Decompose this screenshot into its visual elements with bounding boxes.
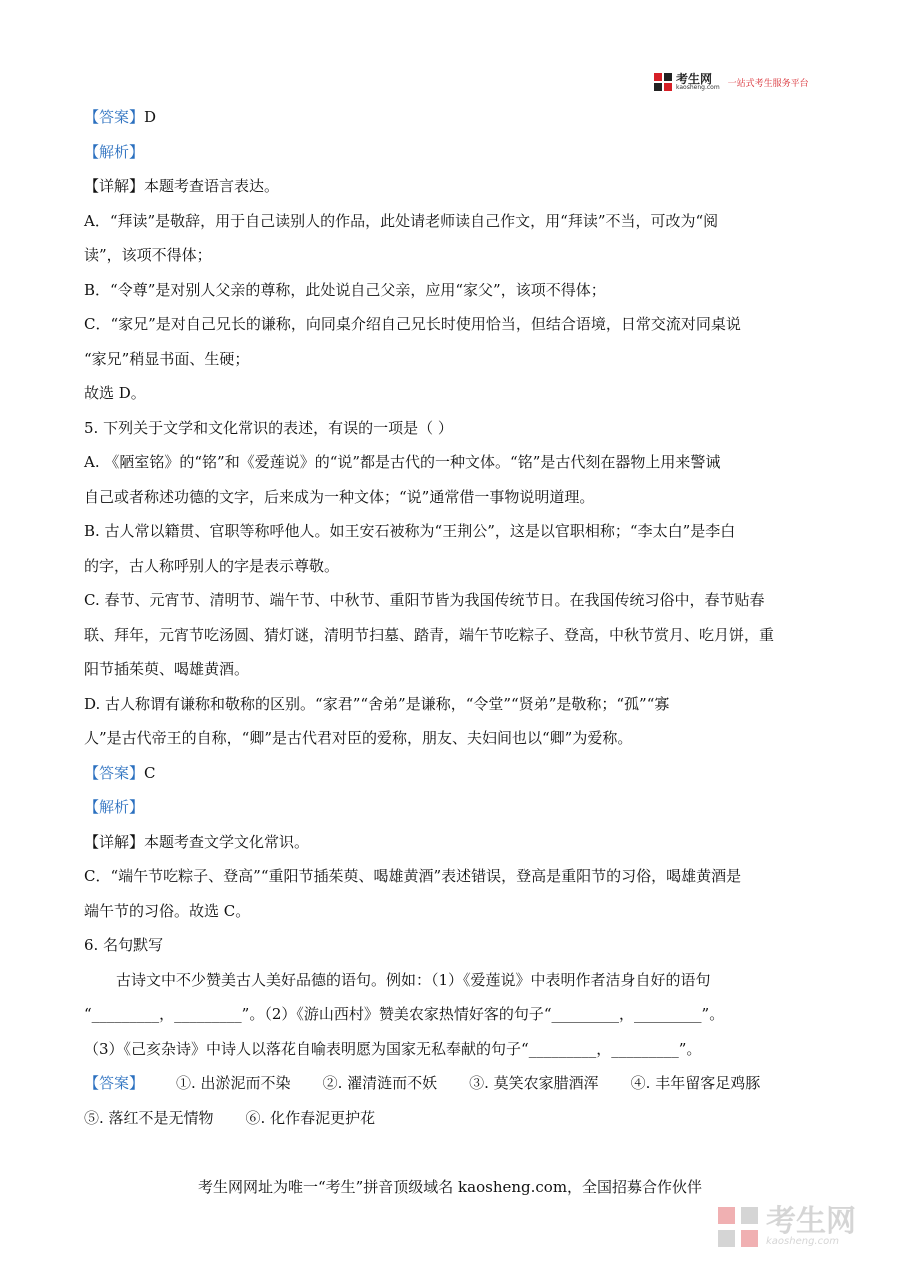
document-line (84, 480, 819, 515)
q6-line2: “_________，_________”。（2）《游山西村》赞美农家热情好客的句子“_________，_________”。 (84, 1005, 725, 1023)
line-text: D. 古人称谓有谦称和敬称的区别。“家君”“舍弟”是谦称，“令堂”“贤弟”是敬称；“孤”“寡 (84, 694, 670, 713)
document-line (84, 790, 819, 825)
document-line (84, 445, 819, 480)
line-text: 自己或者称述功德的文字，后来成为一种文体；“说”通常借一事物说明道理。 (84, 487, 595, 506)
section-tag: 【解析】 (84, 798, 145, 816)
line-text: 阳节插茱萸、喝雄黄酒。 (84, 660, 250, 678)
answer-item-3: ③. 莫笑农家腊酒浑 (469, 1074, 599, 1092)
line-text: 联、拜年，元宵节吃汤圆、猜灯谜，清明节扫墓、踏青，端午节吃粽子、登高，中秋节赏月、吃月饼，重 (84, 625, 775, 644)
q6-intro: 古诗文中不少赞美古人美好品德的语句。例如：（1）《爱莲说》中表明作者洁身自好的语句 (116, 970, 711, 989)
line-text: A．“拜读”是敬辞，用于自己读别人的作品，此处请老师读自己作文，用“拜读”不当，可改为“阅 (84, 211, 719, 230)
document-line (84, 618, 819, 653)
document-line (84, 721, 819, 756)
q6-line3: （3）《己亥杂诗》中诗人以落花自喻表明愿为国家无私奉献的句子“_________，_________”。 (84, 1039, 702, 1058)
answer-item-2: ②. 濯清涟而不妖 (322, 1074, 438, 1092)
line-text: 故选 D。 (84, 384, 146, 402)
kaosheng-logo-icon (654, 73, 672, 91)
line-text: 读”，该项不得体； (84, 246, 212, 264)
line-text: C (144, 763, 156, 782)
logo-name: 考生网 (676, 72, 713, 86)
document-line (84, 549, 819, 584)
section-tag: 【答案】 (84, 108, 145, 126)
document-body (84, 100, 819, 1135)
document-line (84, 756, 819, 791)
line-text: C．“端午节吃粽子、登高”“重阳节插茱萸、喝雄黄酒”表述错误，登高是重阳节的习俗，喝雄黄酒是 (84, 867, 742, 885)
line-text: 5. 下列关于文学和文化常识的表述，有误的一项是（ ） (84, 418, 453, 437)
document-line (84, 411, 819, 446)
document-line (84, 135, 819, 170)
logo-domain: kaosheng.com (676, 84, 720, 91)
watermark-domain: kaosheng.com (766, 1236, 839, 1247)
logo-text (676, 73, 720, 91)
line-text: D (144, 108, 157, 126)
line-text: B．“令尊”是对别人父亲的尊称，此处说自己父亲，应用“家父”，该项不得体； (84, 280, 606, 299)
logo-slogan: 一站式考生服务平台 (727, 78, 809, 89)
document-line (84, 825, 819, 860)
line-text: 6. 名句默写 (84, 936, 164, 954)
document-line (84, 238, 819, 273)
answer-item-4: ④. 丰年留客足鸡豚 (630, 1074, 761, 1092)
document-line (84, 583, 819, 618)
answer-item-1: ①. 出淤泥而不染 (176, 1074, 291, 1092)
page-footer: 考生网网址为唯一“考生”拼音顶级域名 kaosheng.com，全国招募合作伙伴 (197, 1178, 703, 1196)
answer6-row1 (84, 1066, 819, 1101)
section-tag: 【答案】 (84, 763, 145, 782)
watermark-logo-icon (718, 1207, 758, 1247)
watermark (718, 1204, 856, 1247)
line-text: 的字，古人称呼别人的字是表示尊敬。 (84, 556, 340, 575)
line-text: B. 古人常以籍贯、官职等称呼他人。如王安石被称为“王荆公”，这是以官职相称；“李太白”是李白 (84, 522, 736, 540)
document-line (84, 307, 819, 342)
watermark-text (766, 1204, 856, 1247)
line-text: 【详解】本题考查文学文化常识。 (84, 832, 310, 851)
document-line (84, 687, 819, 722)
document-line (84, 169, 819, 204)
line-text: C．“家兄”是对自己兄长的谦称，向同桌介绍自己兄长时使用恰当，但结合语境，日常交流对同桌说 (84, 315, 741, 333)
watermark-name: 考生网 (766, 1204, 856, 1239)
document-line (84, 376, 819, 411)
answer-item-5: ⑤. 落红不是无情物 (84, 1108, 214, 1127)
document-line (84, 514, 819, 549)
line-text: “家兄”稍显书面、生硬； (84, 349, 250, 368)
line-text: 端午节的习俗。故选 C。 (84, 901, 251, 920)
document-line (84, 204, 819, 239)
document-line (84, 859, 819, 894)
section-tag: 【解析】 (84, 142, 145, 161)
line-text: 【详解】本题考查语言表达。 (84, 177, 280, 195)
line-text: C. 春节、元宵节、清明节、端午节、中秋节、重阳节皆为我国传统节日。在我国传统习俗中，春节贴春 (84, 591, 765, 609)
document-line (84, 100, 819, 135)
line-text: A. 《陋室铭》的“铭”和《爱莲说》的“说”都是古代的一种文体。“铭”是古代刻在器物上用来警诫 (84, 453, 721, 471)
document-line (84, 652, 819, 687)
answer6-row2 (84, 1101, 819, 1136)
document-line (84, 273, 819, 308)
document-line (84, 342, 819, 377)
answer-item-6: ⑥. 化作春泥更护花 (245, 1108, 376, 1127)
line-text: 人”是古代帝王的自称，“卿”是古代君对臣的爱称，朋友、夫妇间也以“卿”为爱称。 (84, 729, 633, 747)
header-logo (654, 70, 809, 94)
document-line (84, 928, 819, 963)
document-line (84, 894, 819, 929)
answer-tag: 【答案】 (84, 1074, 145, 1092)
